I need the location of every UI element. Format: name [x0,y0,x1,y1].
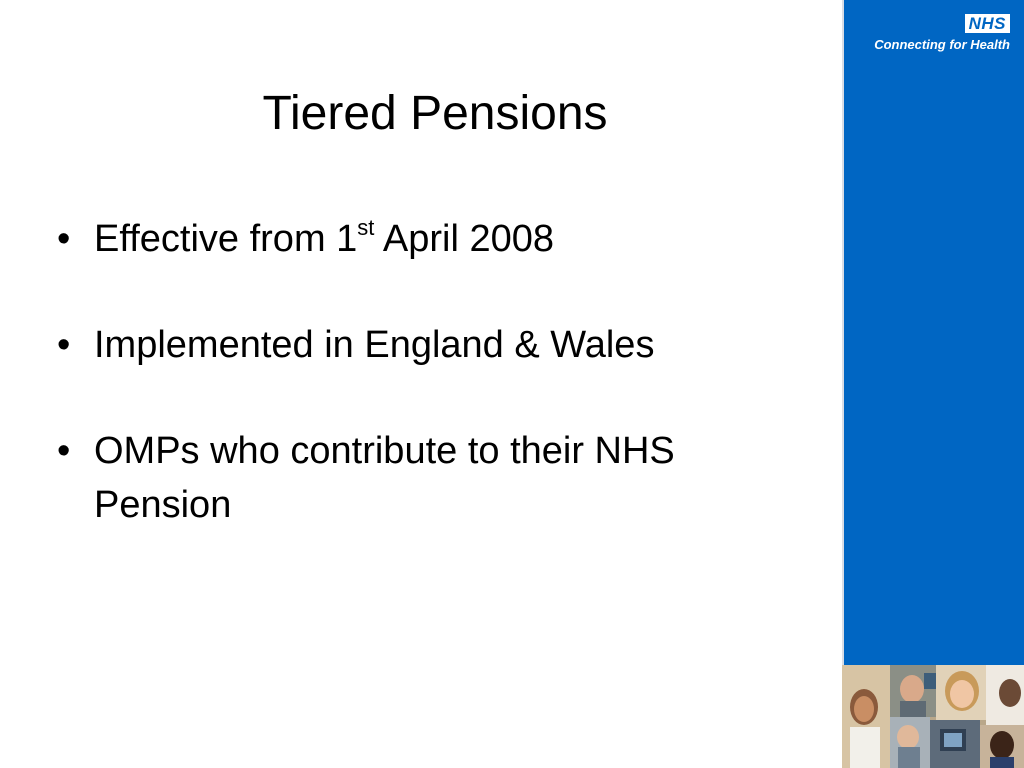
bullet-text: Implemented in England & Wales [94,324,655,366]
bullet-superscript: st [357,215,375,241]
bullet-item [55,424,715,532]
photo-collage-image [842,665,1024,768]
bullet-text-continued: April 2008 [374,218,554,260]
bullet-list [55,212,715,584]
bullet-marker: • [57,430,71,472]
slide-title: Tiered Pensions [262,87,608,140]
nhs-logo-mark: NHS [965,14,1010,33]
logo-tagline: Connecting for Health [874,37,1010,52]
bullet-item [55,212,715,266]
bullet-marker: • [57,324,71,366]
bullet-marker: • [57,218,71,260]
bullet-text: OMPs who contribute to their NHS Pension [94,430,675,526]
photo-collage [842,665,1024,768]
brand-sidebar [842,0,1024,768]
sidebar-divider [842,0,844,768]
nhs-logo [874,14,1010,52]
bullet-text: Effective from 1 [94,218,358,260]
bullet-item [55,318,715,372]
